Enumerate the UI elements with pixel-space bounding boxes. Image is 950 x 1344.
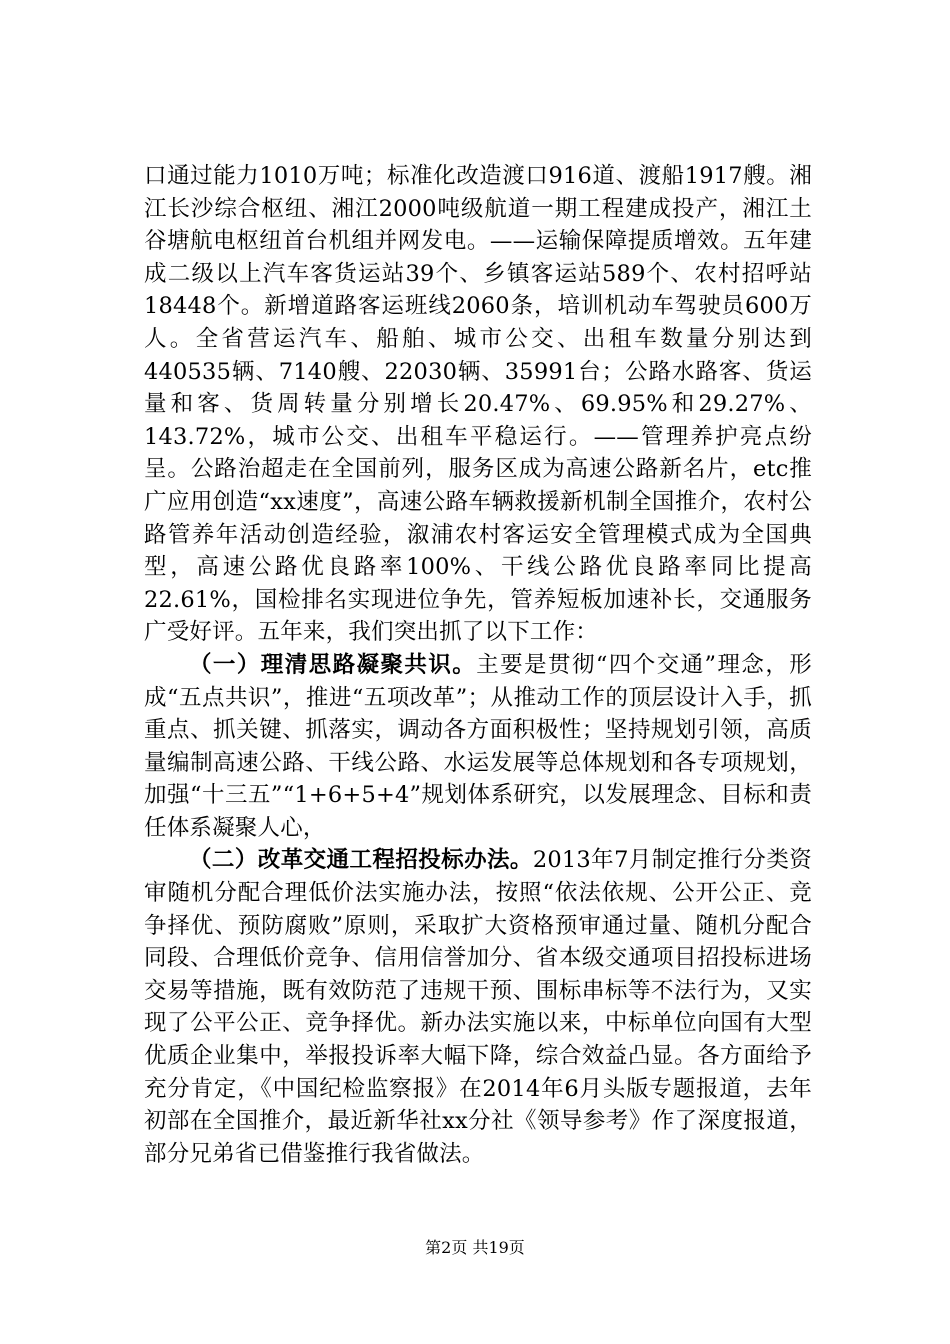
paragraph-section-1 — [144, 649, 812, 845]
paragraph-text: 主要是贯彻“四个交通”理念，形成“五点共识”，推进“五项改革”；从推动工作的顶层设计入手，抓重点、抓关键、抓落实，调动各方面积极性；坚持规划引领，高质量编制高速公路、干线公路、水运发展等总体规划和各专项规划，加强“十三五”“1+6+5+4”规划体系研究，以发展理念、目标和责任体系凝聚人心， — [144, 651, 812, 841]
section-heading: （二）改革交通工程招投标办法。 — [189, 847, 533, 874]
document-body — [144, 160, 812, 1170]
paragraph-section-2 — [144, 844, 812, 1170]
paragraph-continuation — [144, 160, 812, 649]
paragraph-text: 2013年7月制定推行分类资审随机分配合理低价法实施办法，按照“依法依规、公开公正、竞争择优、预防腐败”原则，采取扩大资格预审通过量、随机分配合同段、合理低价竞争、信用信誉加分、省本级交通项目招投标进场交易等措施，既有效防范了违规干预、围标串标等不法行为，又实现了公平公正、竞争择优。新办法实施以来，中标单位向国有大型优质企业集中，举报投诉率大幅下降，综合效益凸显。各方面给予充分肯定，《中国纪检监察报》在2014年6月头版专题报道，去年初部在全国推介，最近新华社xx分社《领导参考》作了深度报道，部分兄弟省已借鉴推行我省做法。 — [144, 847, 812, 1167]
section-heading: （一）理清思路凝聚共识。 — [189, 651, 477, 678]
page-number-footer: 第2页 共19页 — [425, 1238, 525, 1257]
paragraph-text: 口通过能力1010万吨；标准化改造渡口916道、渡船1917艘。湘江长沙综合枢纽、湘江2000吨级航道一期工程建成投产，湘江土谷塘航电枢纽首台机组并网发电。——运输保障提质增效。五年建成二级以上汽车客货运站39个、乡镇客运站589个、农村招呼站18448个。新增道路客运班线2060条，培训机动车驾驶员600万人。全省营运汽车、船舶、城市公交、出租车数量分别达到440535辆、7140艘、22030辆、35991台；公路水路客、货运量和客、货周转量分别增长20.47%、69.95%和29.27%、143.72%，城市公交、出租车平稳运行。——管理养护亮点纷呈。公路治超走在全国前列，服务区成为高速公路新名片，etc推广应用创造“xx速度”，高速公路车辆救援新机制全国推介，农村公路管养年活动创造经验，溆浦农村客运安全管理模式成为全国典型，高速公路优良路率100%、干线公路优良路率同比提高22.61%，国检排名实现进位争先，管养短板加速补长，交通服务广受好评。五年来，我们突出抓了以下工作： — [144, 163, 812, 646]
